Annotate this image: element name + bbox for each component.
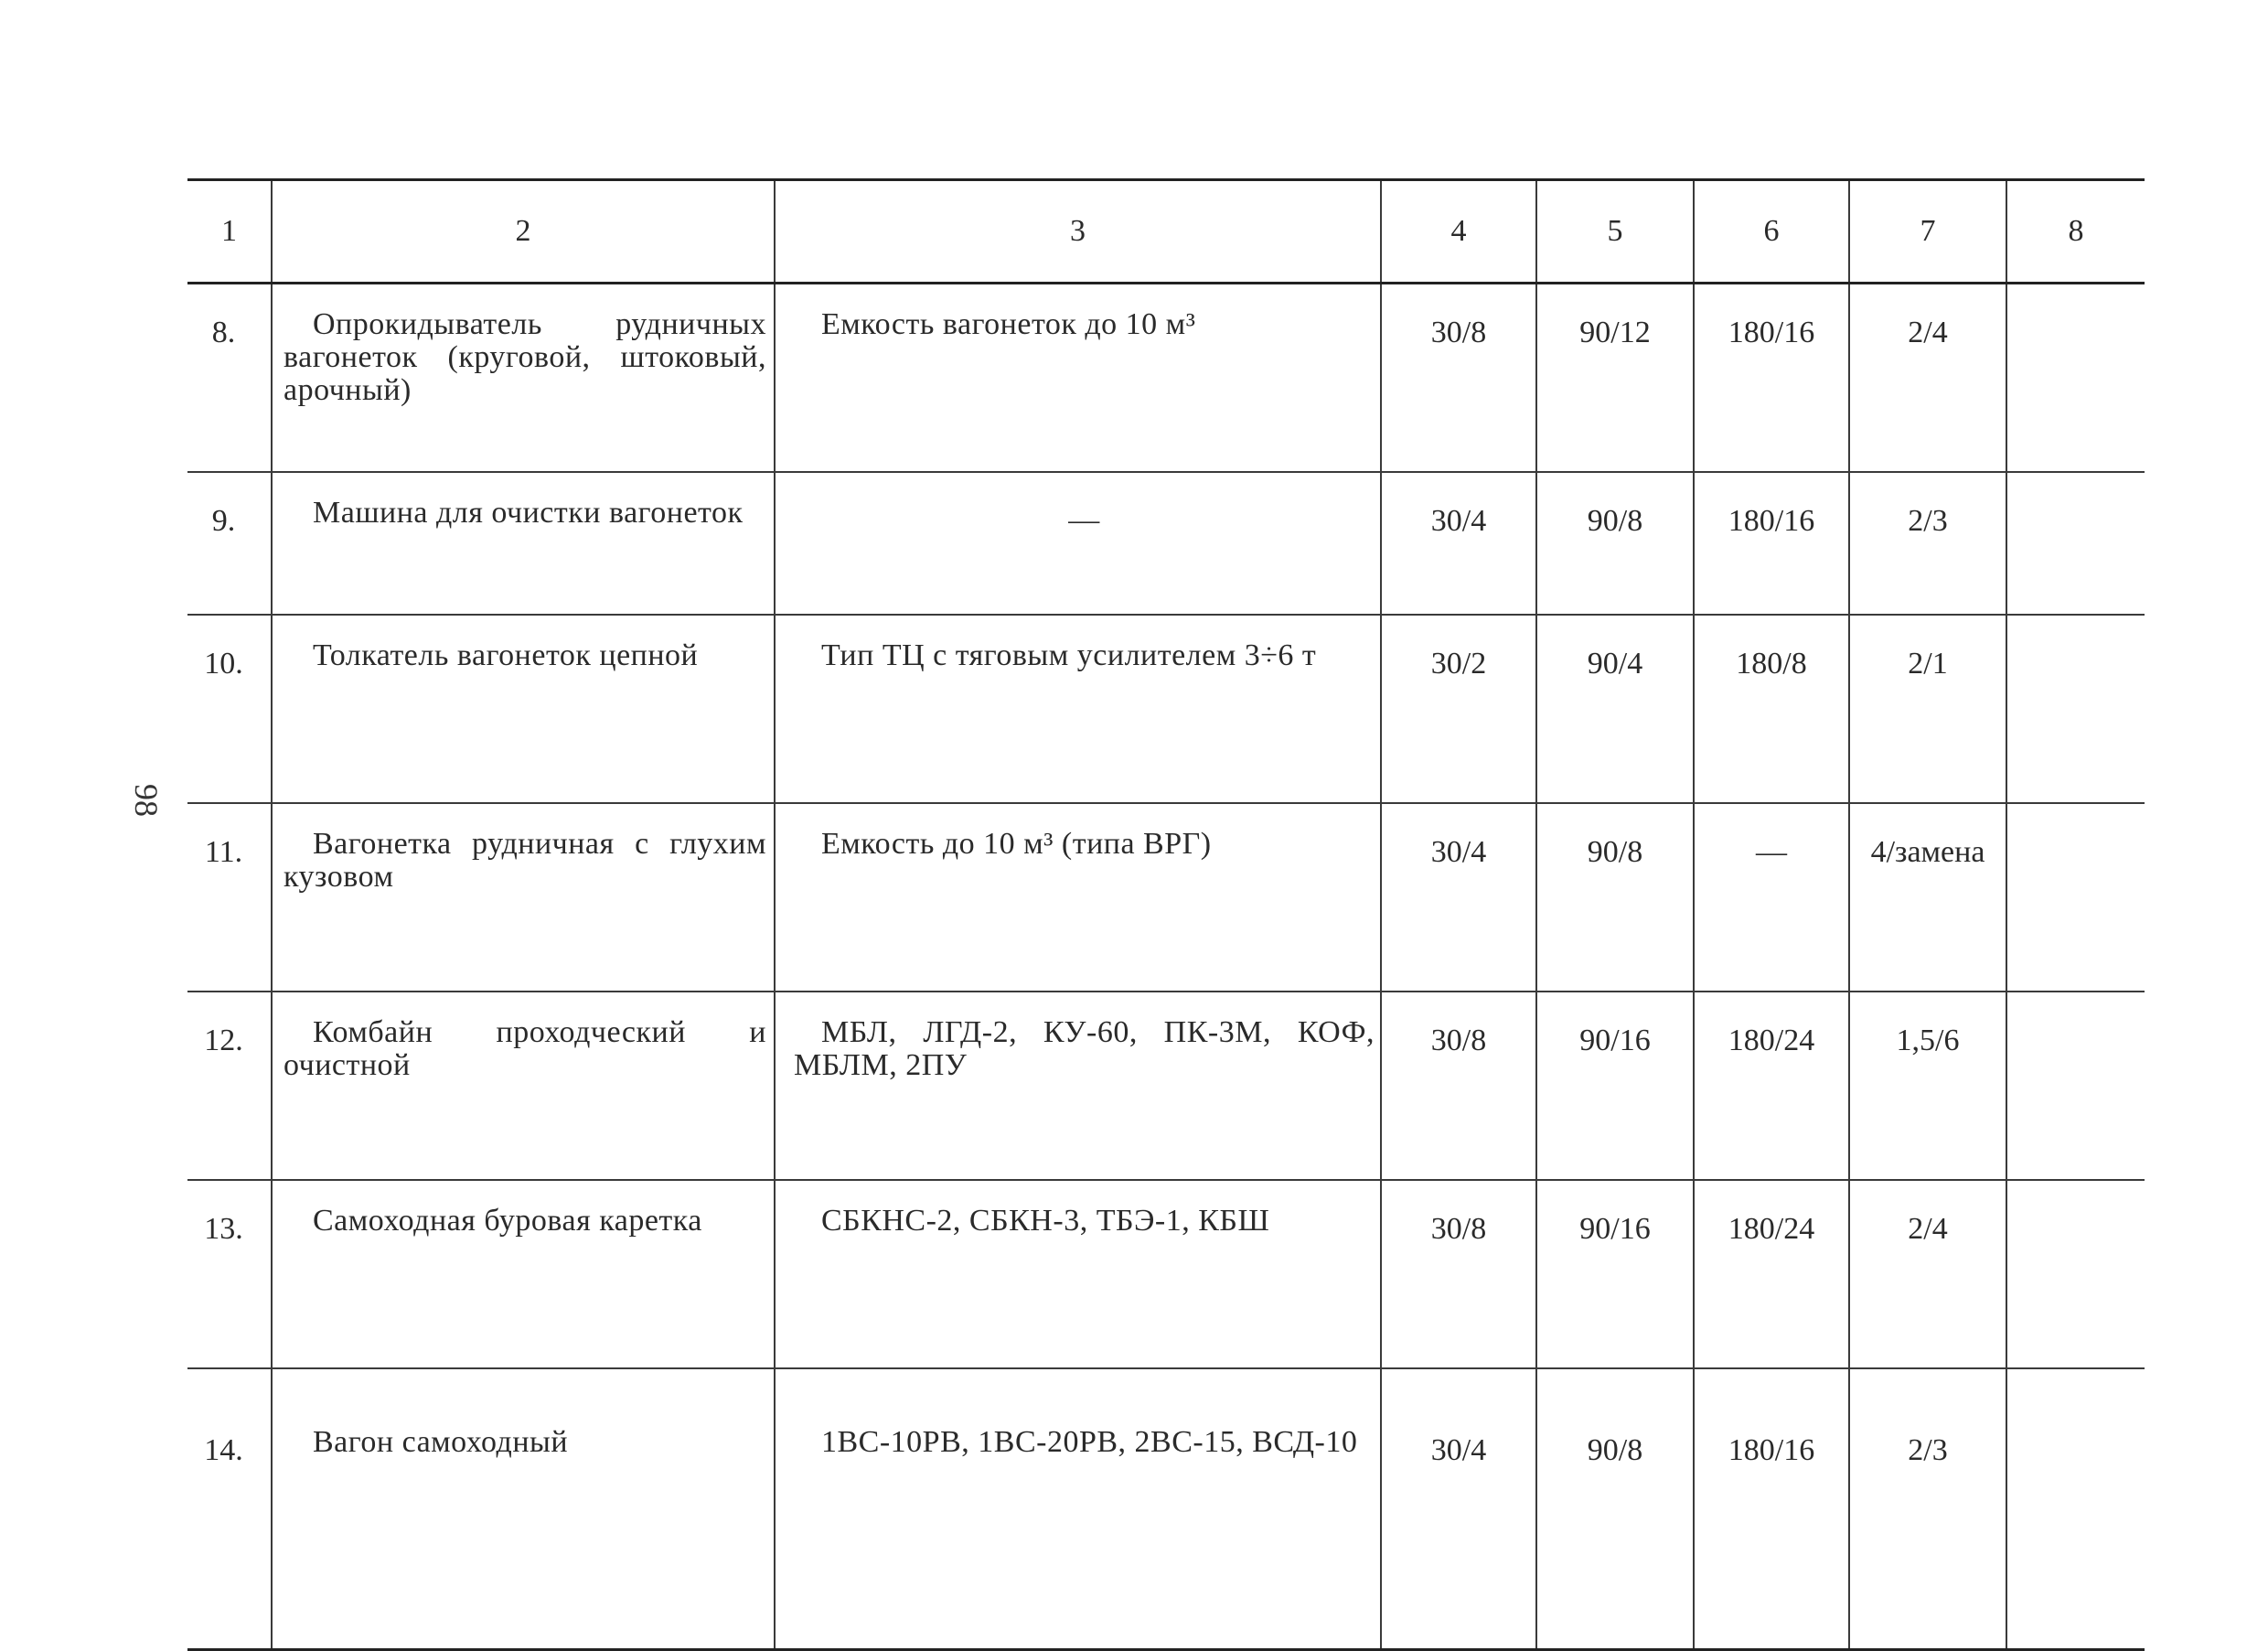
cell-col7: 2/3: [1849, 1368, 2006, 1650]
cell-col5: 90/8: [1536, 472, 1694, 615]
table-row: [187, 472, 2145, 615]
cell-col5: 90/12: [1536, 284, 1694, 473]
cell-col4: 30/8: [1381, 1180, 1536, 1368]
row-number: 8.: [187, 284, 272, 473]
equipment-name: Толкатель вагонеток цепной: [272, 615, 775, 803]
equipment-parameters: Емкость вагонеток до 10 м³: [775, 284, 1381, 473]
cell-col6: 180/24: [1694, 992, 1849, 1180]
equipment-table: [187, 178, 2145, 1651]
cell-col8: [2006, 615, 2145, 803]
table-row: [187, 803, 2145, 992]
cell-col7: 2/3: [1849, 472, 2006, 615]
equipment-parameters: СБКНС-2, СБКН-3, ТБЭ-1, КБШ: [775, 1180, 1381, 1368]
cell-col4: 30/4: [1381, 472, 1536, 615]
column-header: 2: [272, 180, 775, 284]
cell-col5: 90/16: [1536, 992, 1694, 1180]
column-header: 6: [1694, 180, 1849, 284]
cell-col4: 30/2: [1381, 615, 1536, 803]
row-number: 14.: [187, 1368, 272, 1650]
cell-col4: 30/4: [1381, 1368, 1536, 1650]
cell-col6: 180/16: [1694, 1368, 1849, 1650]
cell-col8: [2006, 1368, 2145, 1650]
table-header-row: [187, 180, 2145, 284]
equipment-parameters: МБЛ, ЛГД-2, КУ-60, ПК-3М, КОФ, МБЛМ, 2ПУ: [775, 992, 1381, 1180]
cell-col8: [2006, 284, 2145, 473]
cell-col7: 4/замена: [1849, 803, 2006, 992]
cell-col8: [2006, 803, 2145, 992]
cell-col8: [2006, 1180, 2145, 1368]
equipment-parameters: 1ВС-10РВ, 1ВС-20РВ, 2ВС-15, ВСД-10: [775, 1368, 1381, 1650]
column-header: 4: [1381, 180, 1536, 284]
table-row: [187, 1180, 2145, 1368]
cell-col7: 1,5/6: [1849, 992, 2006, 1180]
cell-col6: 180/16: [1694, 472, 1849, 615]
column-header: 8: [2006, 180, 2145, 284]
cell-col6: —: [1694, 803, 1849, 992]
equipment-name: Вагонетка рудничная с глухим кузовом: [272, 803, 775, 992]
column-header: 5: [1536, 180, 1694, 284]
equipment-name: Машина для очистки вагонеток: [272, 472, 775, 615]
cell-col5: 90/16: [1536, 1180, 1694, 1368]
row-number: 13.: [187, 1180, 272, 1368]
row-number: 12.: [187, 992, 272, 1180]
cell-col7: 2/1: [1849, 615, 2006, 803]
cell-col6: 180/8: [1694, 615, 1849, 803]
column-header: 1: [187, 180, 272, 284]
equipment-parameters: —: [775, 472, 1381, 615]
equipment-parameters: Емкость до 10 м³ (типа ВРГ): [775, 803, 1381, 992]
column-header: 3: [775, 180, 1381, 284]
row-number: 10.: [187, 615, 272, 803]
page-number: 98: [128, 784, 165, 817]
cell-col4: 30/8: [1381, 992, 1536, 1180]
equipment-name: Комбайн проходческий и очистной: [272, 992, 775, 1180]
equipment-parameters: Тип ТЦ с тяговым усилителем 3÷6 т: [775, 615, 1381, 803]
equipment-name: Вагон самоходный: [272, 1368, 775, 1650]
cell-col8: [2006, 992, 2145, 1180]
cell-col4: 30/4: [1381, 803, 1536, 992]
cell-col6: 180/24: [1694, 1180, 1849, 1368]
cell-col7: 2/4: [1849, 284, 2006, 473]
table-row: [187, 1368, 2145, 1650]
column-header: 7: [1849, 180, 2006, 284]
cell-col7: 2/4: [1849, 1180, 2006, 1368]
row-number: 9.: [187, 472, 272, 615]
equipment-name: Опрокидыватель рудничных вагонеток (круговой, штоковый, арочный): [272, 284, 775, 473]
cell-col5: 90/4: [1536, 615, 1694, 803]
cell-col5: 90/8: [1536, 1368, 1694, 1650]
table-row: [187, 284, 2145, 473]
cell-col6: 180/16: [1694, 284, 1849, 473]
table-row: [187, 615, 2145, 803]
cell-col8: [2006, 472, 2145, 615]
row-number: 11.: [187, 803, 272, 992]
cell-col5: 90/8: [1536, 803, 1694, 992]
equipment-name: Самоходная буровая каретка: [272, 1180, 775, 1368]
table-row: [187, 992, 2145, 1180]
cell-col4: 30/8: [1381, 284, 1536, 473]
